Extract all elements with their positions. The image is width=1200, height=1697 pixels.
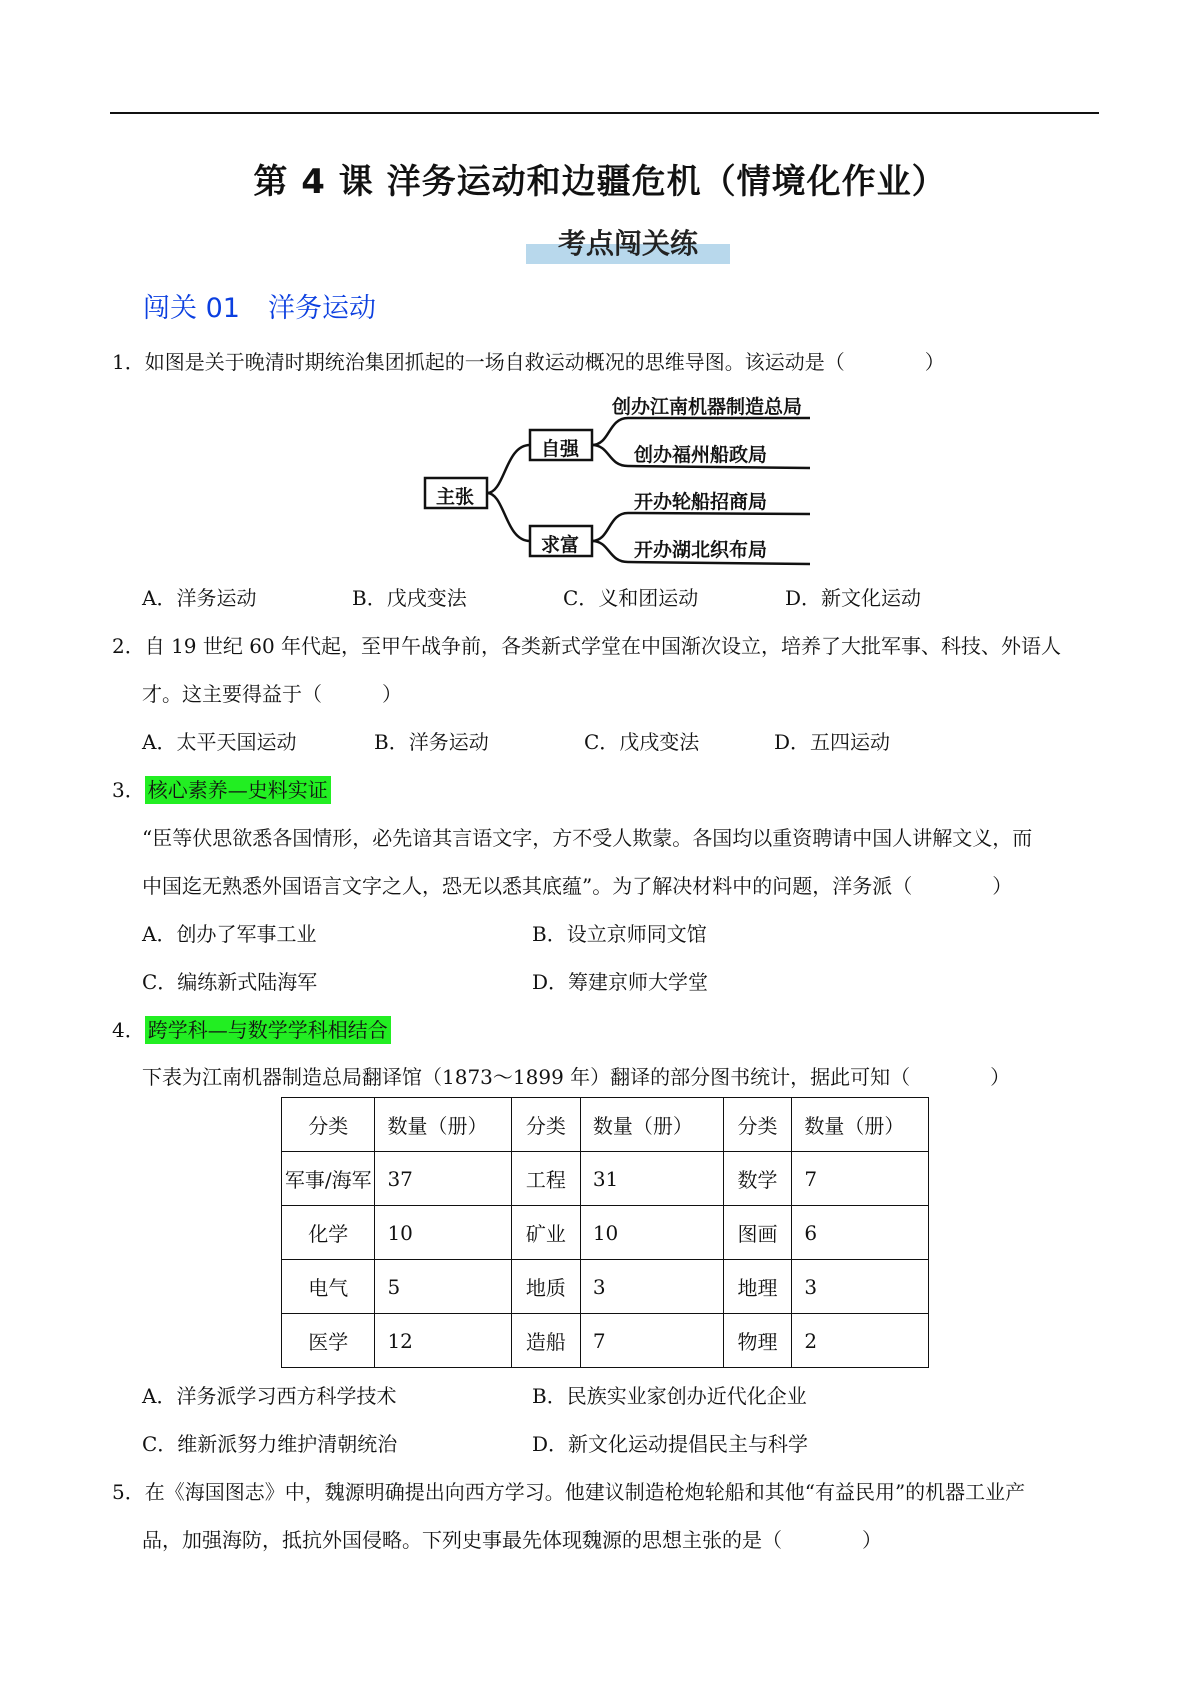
q3-option-d: D．筹建京师大学堂 (532, 970, 709, 994)
connector-root-b2 (487, 493, 530, 541)
table-cell: 3 (580, 1260, 723, 1314)
q2-stem-line2: 才。这主要得益于（ ） (142, 682, 402, 706)
table-header-cell: 数量（册） (375, 1098, 512, 1152)
mindmap-branch-2: 求富 (541, 534, 580, 556)
table-cell: 地质 (512, 1260, 581, 1314)
table-row (282, 1206, 929, 1260)
table-header-cell: 分类 (512, 1098, 581, 1152)
q4-option-d: D．新文化运动提倡民主与科学 (532, 1432, 809, 1456)
table-cell: 10 (375, 1206, 512, 1260)
table-cell: 7 (580, 1314, 723, 1368)
table-header-cell: 数量（册） (580, 1098, 723, 1152)
q4-heading (112, 1016, 391, 1044)
q2-option-b: B．洋务运动 (374, 730, 489, 754)
section-heading (143, 286, 404, 325)
mindmap-leaf-2: 创办福州船政局 (634, 444, 768, 466)
q1-option-c: C．义和团运动 (563, 586, 699, 610)
table-cell: 图画 (723, 1206, 792, 1260)
q1-mindmap (420, 388, 820, 572)
table-cell: 医学 (282, 1314, 375, 1368)
q4-stats-table (281, 1097, 929, 1368)
q3-option-c: C．编练新式陆海军 (142, 970, 318, 994)
table-header-row (282, 1098, 929, 1152)
mindmap-root: 主张 (436, 486, 475, 508)
q2-option-a: A．太平天国运动 (142, 730, 297, 754)
q1-option-d: D．新文化运动 (785, 586, 922, 610)
table-cell: 矿业 (512, 1206, 581, 1260)
q4-tag: 跨学科—与数学学科相结合 (145, 1016, 391, 1044)
q1-option-b: B．戊戌变法 (352, 586, 467, 610)
table-cell: 电气 (282, 1260, 375, 1314)
header-rule (110, 112, 1099, 114)
q3-stem-line1: “臣等伏思欲悉各国情形，必先谙其言语文字，方不受人欺蒙。各国均以重资聘请中国人讲解文义，而 (142, 826, 1033, 850)
banner-text: 考点闯关练 (557, 227, 698, 260)
q4-option-c: C．维新派努力维护清朝统治 (142, 1432, 398, 1456)
table-cell: 10 (580, 1206, 723, 1260)
q4-option-b: B．民族实业家创办近代化企业 (532, 1384, 807, 1408)
table-cell: 31 (580, 1152, 723, 1206)
table-cell: 工程 (512, 1152, 581, 1206)
q2-stem-line1: 2．自 19 世纪 60 年代起，至甲午战争前，各类新式学堂在中国渐次设立，培养了大批军事、科技、外语人 (112, 634, 1062, 658)
table-header-cell: 数量（册） (792, 1098, 929, 1152)
table-cell: 地理 (723, 1260, 792, 1314)
table-row (282, 1152, 929, 1206)
q1-option-a: A．洋务运动 (142, 586, 257, 610)
q3-option-b: B．设立京师同文馆 (532, 922, 707, 946)
table-cell: 军事/海军 (282, 1152, 375, 1206)
q3-option-a: A．创办了军事工业 (142, 922, 317, 946)
table-cell: 造船 (512, 1314, 581, 1368)
page-title: 第 4 课 洋务运动和边疆危机（情境化作业） (253, 162, 947, 202)
table-cell: 12 (375, 1314, 512, 1368)
table-cell: 化学 (282, 1206, 375, 1260)
q1-stem: 1．如图是关于晚清时期统治集团抓起的一场自救运动概况的思维导图。该运动是（ ） (112, 350, 945, 374)
section-name: 洋务运动 (267, 293, 376, 324)
section-banner (526, 222, 730, 264)
section-number: 闯关 01 (143, 293, 240, 324)
table-cell: 7 (792, 1152, 929, 1206)
table-cell: 2 (792, 1314, 929, 1368)
table-cell: 5 (375, 1260, 512, 1314)
q2-option-d: D．五四运动 (774, 730, 891, 754)
q2-option-c: C．戊戌变法 (584, 730, 700, 754)
mindmap-branch-1: 自强 (541, 438, 580, 460)
q4-stem: 下表为江南机器制造总局翻译馆（1873～1899 年）翻译的部分图书统计，据此可知（ ） (142, 1065, 1011, 1089)
q5-stem-line2: 品，加强海防，抵抗外国侵略。下列史事最先体现魏源的思想主张的是（ ） (142, 1528, 882, 1552)
table-cell: 6 (792, 1206, 929, 1260)
q3-tag: 核心素养—史料实证 (145, 776, 331, 804)
table-header-cell: 分类 (282, 1098, 375, 1152)
table-cell: 3 (792, 1260, 929, 1314)
q5-stem-line1: 5．在《海国图志》中，魏源明确提出向西方学习。他建议制造枪炮轮船和其他“有益民用”的机器工业产 (112, 1480, 1026, 1504)
q3-stem-line2: 中国迄无熟悉外国语言文字之人，恐无以悉其底蕴”。为了解决材料中的问题，洋务派（ ） (142, 874, 1013, 898)
table-cell: 37 (375, 1152, 512, 1206)
mindmap-leaf-1: 创办江南机器制造总局 (612, 396, 803, 418)
table-row (282, 1314, 929, 1368)
table-header-cell: 分类 (723, 1098, 792, 1152)
mindmap-leaf-4: 开办湖北织布局 (634, 539, 768, 561)
q3-heading (112, 776, 331, 804)
table-cell: 数学 (723, 1152, 792, 1206)
q3-number: 3． (112, 778, 145, 802)
q4-number: 4． (112, 1018, 145, 1042)
table-row (282, 1260, 929, 1314)
q4-option-a: A．洋务派学习西方科学技术 (142, 1384, 397, 1408)
table-cell: 物理 (723, 1314, 792, 1368)
mindmap-leaf-3: 开办轮船招商局 (634, 491, 768, 513)
connector-root-b1 (487, 445, 530, 493)
